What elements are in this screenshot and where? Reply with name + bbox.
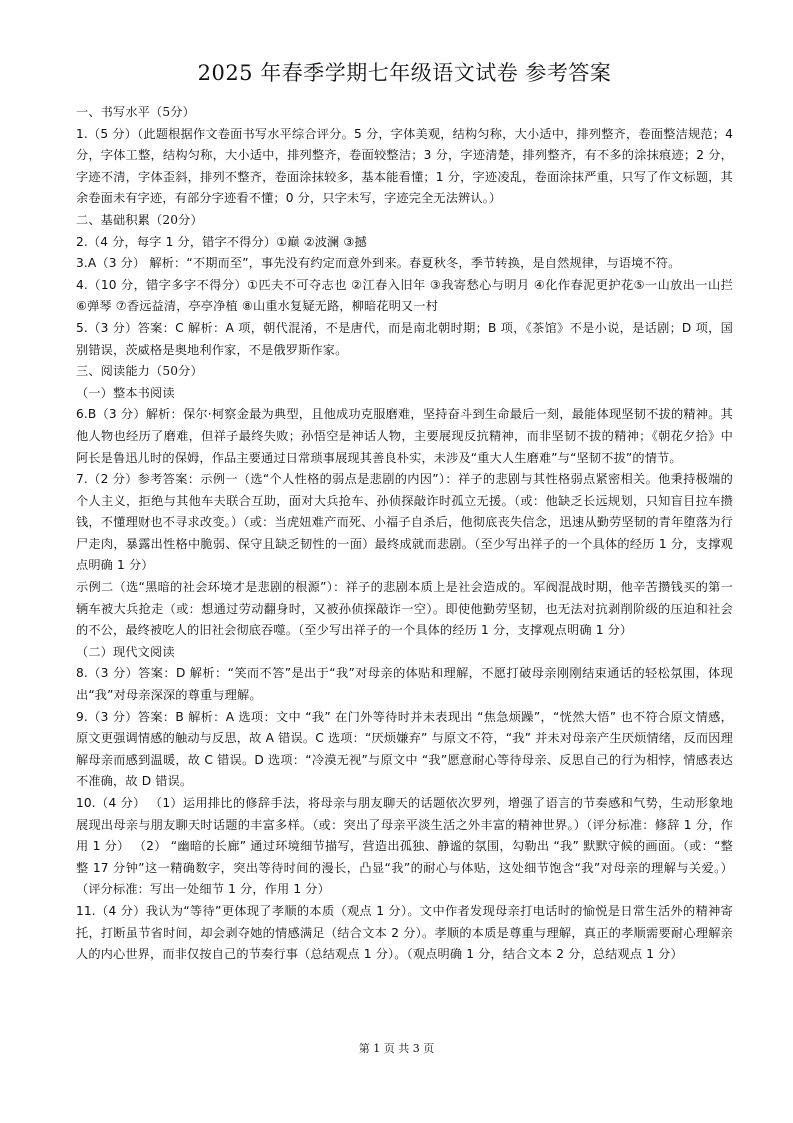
answer-q6: 6.B（3 分）解析：保尔·柯察金最为典型，且他成功克服磨难，坚持奋斗到生命最后一刻，最能体现坚韧不拔的精神。其他人物也经历了磨难，但祥子最终失败；孙悟空是神话人物，主要展现反抗精神，而非坚韧不拔的精神；《朝花夕拾》中阿长是鲁迅儿时的保姆，作品主要通过日常琐事展现其善良朴实，未涉及“重大人生磨难”与“坚韧不拔”的情节。 <box>76 407 733 465</box>
subsection-heading-modern-text: （二）现代文阅读 <box>76 644 175 659</box>
answer-q9: 9.（3 分）答案：B 解析：A 选项：文中 “我” 在门外等待时并未表现出 “焦急烦躁”，“恍然大悟” 也不符合原文情感，原文更强调情感的触动与反思，故 A 错误。C 选项：“厌烦嫌弃” 与原文不符，“我” 并未对母亲产生厌烦情绪，反而因理解母亲而感到温暖，故 C 错误。D 选项：“冷漠无视”与原文中 “我”愿意耐心等待母亲、反思自己的行为相悖，情感表达不准确，故 D 错误。 <box>76 709 733 789</box>
answer-q7-example2: 示例二（选“黑暗的社会环境才是悲剧的根源”）：祥子的悲剧本质上是社会造成的。军阀混战时期，他辛苦攒钱买的第一辆车被大兵抢走（或：想通过劳动翻身时，又被孙侦探敲诈一空）。即使他勤劳坚韧，也无法对抗剥削阶级的压迫和社会的不公，最终被吃人的旧社会彻底吞噬。（至少写出祥子的一个具体的经历 1 分，支撑观点明确 1 分） <box>76 580 733 638</box>
subsection-heading-whole-book: （一）整本书阅读 <box>76 385 175 400</box>
answer-content <box>76 102 733 966</box>
answer-q3: 3.A（3 分） 解析：“不期而至”，事先没有约定而意外到来。春夏秋冬，季节转换，是自然规律，与语境不符。 <box>76 256 681 271</box>
page-number: 第 1 页 共 3 页 <box>358 1042 435 1055</box>
section-heading-reading: 三、阅读能力（50分） <box>76 364 203 379</box>
answer-q1: 1.（5 分）（此题根据作文卷面书写水平综合评分。5 分，字体美观，结构匀称，大小适中，排列整齐，卷面整洁规范；4 分，字体工整，结构匀称，大小适中，排列整齐，卷面较整洁；3 分，字迹清楚，排列整齐，有不多的涂抹痕迹；2 分，字迹不清，字体歪斜，排列不整齐，卷面涂抹较多，基本能看懂；1 分，字迹凌乱，卷面涂抹严重，只写了作文标题，其余卷面未有字迹，有部分字迹看不懂；0 分，只字未写，字迹完全无法辨认。） <box>76 126 733 206</box>
section-heading-basics: 二、基础积累（20分） <box>76 212 203 227</box>
answer-q8: 8.（3 分）答案：D 解析：“笑而不答”是出于“我”对母亲的体贴和理解，不愿打破母亲刚刚结束通话的轻松氛围，体现出“我”对母亲深深的尊重与理解。 <box>76 666 733 703</box>
answer-q7-example1: 7.（2 分）参考答案：示例一（选“个人性格的弱点是悲剧的内因”）：祥子的悲剧与其性格弱点紧密相关。他秉持极端的个人主义，拒绝与其他车夫联合互助，面对大兵抢车、孙侦探敲诈时孤立无援。（或：他缺乏长远规划，只知盲目拉车攒钱，不懂理财也不寻求改变。）（或：当虎妞难产而死、小福子自杀后，他彻底丧失信念，迅速从勤劳坚韧的青年堕落为行尸走肉，暴露出性格中脆弱、保守且缺乏韧性的一面）最终成就而悲剧。（至少写出祥子的一个具体的经历 1 分，支撑观点明确 1 分） <box>76 472 733 573</box>
answer-q4: 4.（10 分，错字多字不得分）①匹夫不可夺志也 ②江春入旧年 ③我寄愁心与明月 ④化作春泥更护花⑤一山放出一山拦 ⑥弹琴 ⑦香远益清，亭亭净植 ⑧山重水复疑无路，柳暗花明又一村 <box>76 277 733 314</box>
answer-q2: 2.（4 分，每字 1 分，错字不得分）①巅 ②波澜 ③撼 <box>76 234 367 249</box>
section-heading-writing: 一、书写水平（5分） <box>76 105 195 119</box>
answer-q11: 11.（4 分）我认为“等待”更体现了孝顺的本质（观点 1 分）。文中作者发现母亲打电话时的愉悦是日常生活外的精神寄托，打断虽节省时间，却会剥夺她的情感满足（结合文本 2 分）。孝顺的本质是尊重与理解，真正的孝顺需要耐心理解亲人的内心世界，而非仅按自己的节奏行事（总结观点 1 分）。（观点明确 1 分，结合文本 2 分，总结观点 1 分） <box>76 903 733 962</box>
document-title: 2025 年春季学期七年级语文试卷 参考答案 <box>197 61 612 85</box>
answer-q5: 5.（3 分）答案：C 解析：A 项，朝代混淆，不是唐代，而是南北朝时期；B 项，《茶馆》不是小说，是话剧；D 项，国别错误，茨威格是奥地利作家，不是俄罗斯作家。 <box>76 320 733 357</box>
answer-q10: 10.（4 分） （1）运用排比的修辞手法，将母亲与朋友聊天的话题依次罗列，增强了语言的节奏感和气势，生动形象地展现出母亲与朋友聊天时话题的丰富多样。（或：突出了母亲平淡生活之外丰富的精神世界。）（评分标准：修辞 1 分，作用 1 分） （2） “幽暗的长廊” 通过环境细节描写，营造出孤独、静谧的氛围，勾勒出 “我” 默默守候的画面。（或：“整整 17 分钟”这一精确数字，突出等待时间的漫长，凸显“我”的耐心与体贴，这处细节饱含“我”对母亲的理解与关爱。）（评分标准：写出一处细节 1 分，作用 1 分） <box>76 796 733 897</box>
